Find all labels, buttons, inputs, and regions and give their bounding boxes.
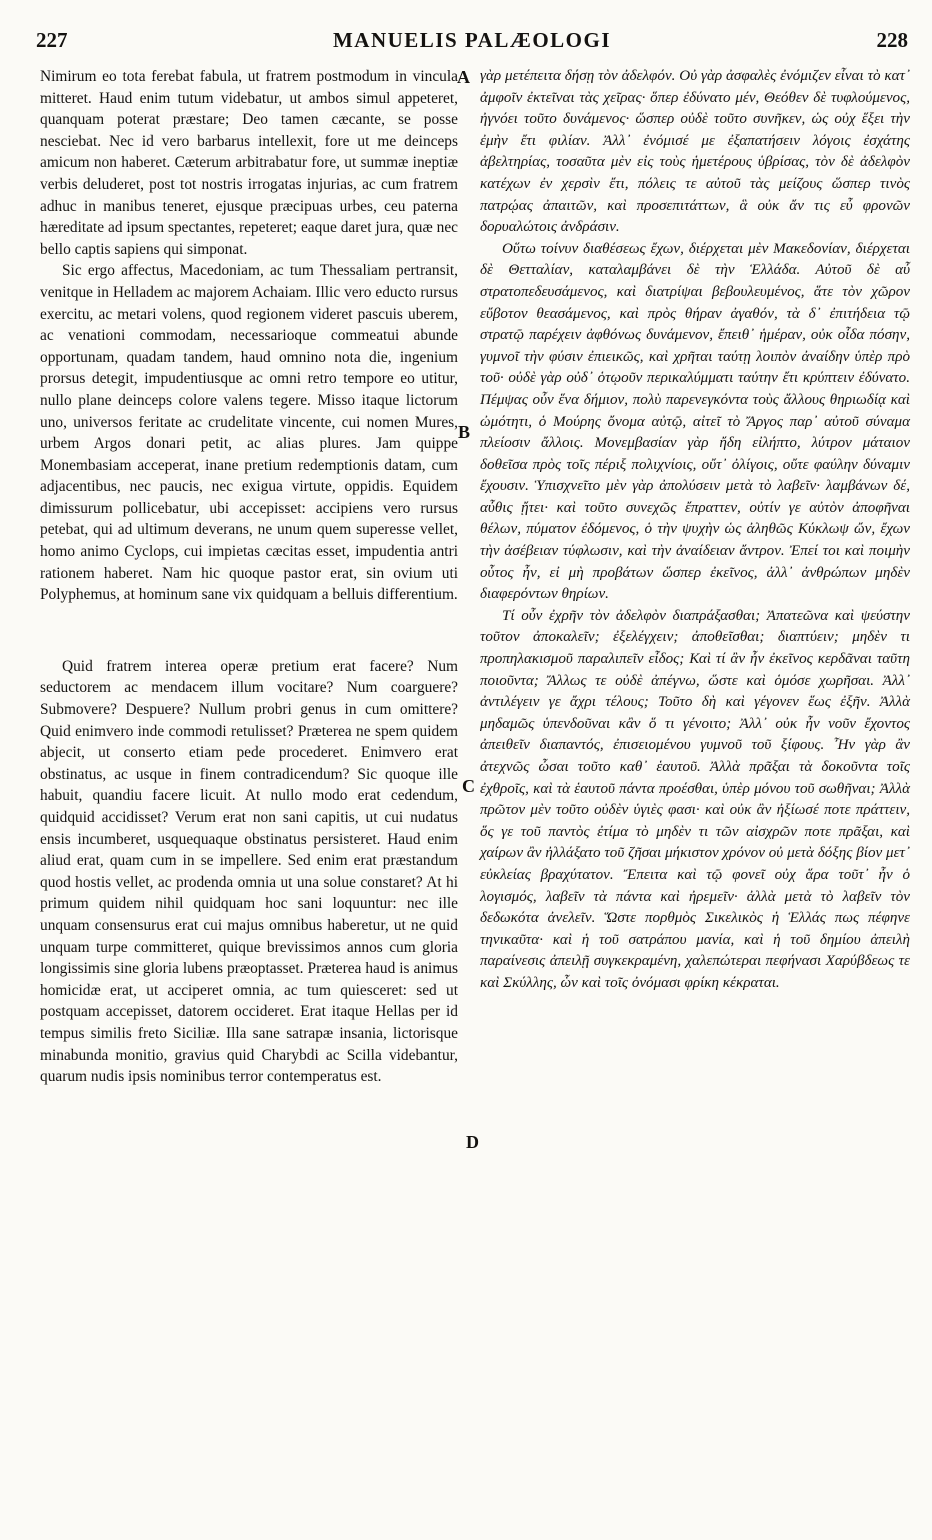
section-marker-b: B [458,422,471,442]
left-page-number: 227 [36,28,68,52]
latin-column [40,66,458,1088]
section-marker-a: A [457,67,470,87]
section-marker-c: C [462,776,475,796]
latin-paragraph-2: Sic ergo affectus, Macedoniam, ac tum Thessaliam pertransit, venitque in Helladem ac majorem Achaiam. Illic vero educto rursus exercitu, ac metari volens, quod regionem videret pascuis uberem, ac venationi commodam, necessarioque commeatui abunde opportunam, quadam tandem, haud omnino nota die, ingenium prorsus detegit, impudentiusque ac omni retro tempore eo utitur, nullo plane deinceps colore valens tegere. Misso itaque lictorum uno, universos feritate ac crudelitate vincente, cui nomen Mures, urbem Argos donari petit, ac alias plures. Jam quippe Monembasiam acceperat, inane pretium redemptionis datam, cum adjacentibus, nec paucis, nec exigua virtute, oppidis. Equidem dimissurum pollicebatur, ubi accepisset: accipiens vero rursus petebat, qui ad ultimum deverans, ne unum quem superesse vellet, homo animo Cyclops, cui impietas cæcitas esset, impudentia antri rationem haberet. Nam hic quoque pastor erat, sin ovium uti Polyphemus, at hominum sane vix quidquam a belluis differentium. [40,262,458,604]
latin-paragraph-3: Quid fratrem interea operæ pretium erat facere? Num seductorem ac mendacem illum vocitare? Num coarguere? Submovere? Despuere? Nullum probri genus in cum omittere? Quid enimvero inde commodi retulisset? Præterea ne spem quidem abjecit, ut conserto etiam pede procederet. Enimvero erat obstinatus, ac usque in finem contradicendum? Sic quoque ille habuit, quandiu facere licuit. At nullo modo erat cedendum, quidquid accidisset? Verum erat non sani capitis, ut cui nudatus ensis incumberet, usquequaque obstinatus persisteret. Haud enim aliud erat, quam cum in se impellere. Sed enim erat præstandum quod hostis vellet, ac prodenda omnia ut una solue constaret? At hi primum quidem nihil quidquam hoc sani loquuntur: nec ille unquam consensurus erat cui majus omnibus haberetur, ut ne quid unquam turpe committeret, quique brevissimos annos cum gloria longissimis sine gloria lubens præoptasset. Præterea haud is animus homicidæ erat, ut acciperet omnia, ac tum quiesceret: sed ut postquam accepisset, datorem occideret. Erat itaque Hellas per id tempus similis freto Siciliæ. Illa sane satrapæ insania, lictorisque minabunda monitio, gravius quid Charybdi ac Scilla videbantur, quarum nudis ipsis nominibus terror contemperatus est. [40,657,458,1086]
greek-paragraph-3: Τί οὖν ἐχρῆν τὸν ἀδελφὸν διαπράξασθαι; Ἀπατεῶνα καὶ ψεύστην τοῦτον ἀποκαλεῖν; ἐξελέγχειν; ἀποθεῖσθαι; διαπτύειν; μηδὲν τι προπηλακισμοῦ παραλιπεῖν εἶδος; Καὶ τί ἂν ἦν ἐκεῖνος κερδᾶναι ταῦτη ποιοῦντα; Ἄλλως τε οὐδὲ ἀπέγνω, ὥστε καὶ ὁμόσε χωρῆσαι. Ἀλλ᾽ ἀντιλέγειν γε ἄχρι τέλους; Τοῦτο δὴ καὶ γέγονεν ἕως ἐξῆν. Ἀλλὰ μηδαμῶς ὑπενδοῦναι κἂν ὅ τι γένοιτο; Ἀλλ᾽ οὐκ ἦν νοῦν ἔχοντος ἀπειθεῖν διαπαντός, ἐπισειομένου γυμνοῦ τοῦ ξίφους. Ἦν γὰρ ἂν ἀτεχνῶς ὦσαι τοῦτο καθ᾽ ἑαυτοῦ. Ἀλλὰ πρᾶξαι τὰ δοκοῦντα τοῖς ἐχθροῖς, καὶ τὰ ἑαυτοῦ πάντα προέσθαι, ὑπὲρ μόνου τοῦ σωθῆναι; Ἀλλὰ πρῶτον μὲν τοῦτο οὐδὲν ὑγιὲς φασι· καὶ οὐκ ἂν ἠξίωσέ ποτε πράττειν, ὅς γε τοῦ παντὸς ἐτίμα τὸ μηδὲν τι τῶν αἰσχρῶν ποτε πρᾶξαι, καὶ χαίρων ἂν ἠλλάξατο τοῦ ζῆσαι μήκιστον χρόνον οὐ μετὰ δόξης βίον μετ᾽ εὐκλείας βραχύτατον. Ἔπειτα καὶ τῷ φονεῖ οὐχ ἅρα τοῦτ᾽ ἦν ὁ λογισμός, λαβεῖν τὰ πάντα καὶ ἠρεμεῖν· ἀλλὰ μετὰ τὸ λαβεῖν τὸν δεδωκότα ἀνελεῖν. Ὥστε πορθμὸς Σικελικὸς ἡ Ἑλλάς πως πέφηνε τηνικαῦτα· καὶ ἡ τοῦ σατράπου μανία, καὶ ἡ τοῦ δημίου ἀπειλὴ παραίνεσις ἀπειλῇ συγκεκραμένη, χαλεπώτεραι πεφήνασι Χαρύβδεως τε καὶ Σκύλλης, ὧν καὶ τοῖς ὀνόμασι φρίκη κέκραται. [480,607,910,991]
section-marker-d: D [466,1132,479,1152]
greek-column [480,66,910,995]
greek-paragraph-2: Οὕτω τοίνυν διαθέσεως ἔχων, διέρχεται μὲν Μακεδονίαν, διέρχεται δὲ Θετταλίαν, καταλαμβάνει δὲ τὴν Ἑλλάδα. Αὐτοῦ δὲ αὖ στρατοπεδευσάμενος, καὶ διατρίψαι βεβουλευμένος, ἅτε τὸν χῶρον εὔβοτον θεασάμενος, καὶ πρὸς θήραν ἀγαθόν, τὰ δ᾽ ἐπιτήδεια τῷ στρατῷ παρέχειν ἀφθόνως δυνάμενον, ἔπειθ᾽ ἡμέραν, οὐκ οἶδα πόσην, γυμνοῖ τὴν φύσιν ἐπιεικῶς, καὶ χρῆται ταύτῃ λοιπὸν ἀναίδην ὑπὲρ πρὸ τοῦ· οὐδὲ γὰρ οὐδ᾽ ὁτῳοῦν περικαλύμματι ταύτην ἔτι κρύπτειν ἐδύνατο. Πέμψας οὖν ἕνα δήμιον, πολὺ παρενεγκόντα τοὺς ἄλλους θηριωδίᾳ καὶ ὠμότητι, ὁ Μούρης ὄνομα αὐτῷ, αἰτεῖ τὸ Ἄργος παρ᾽ αὐτοῦ σύναμα πλείοσιν ἄλλοις. Μονεμβασίαν γὰρ ἤδη εἰλήπτο, λύτρον μάταιον δοθεῖσα πρὸς τοῖς πέριξ πολιχνίοις, οὔτ᾽ ὀλίγοις, οὔτε φαύλην δύναμιν ἔχουσιν. Ὑπισχνεῖτο μὲν γὰρ ἀπολύσειν μετὰ τὸ λαβεῖν· λαμβάνων δέ, αὖθις ᾔτει· καὶ τοῦτο συνεχῶς ἔπραττεν, οὐτίν γε αὐτὸν ἀποφῆναι θέλων, πύματον ἐδόμενος, ὁ τὴν ψυχὴν ὡς ἀληθῶς Κύκλωψ ὤν, ἔχων τὴν ἀσέβειαν τύφλωσιν, καὶ τὴν ἀναίδειαν ἄντρον. Ἐπεί τοι καὶ ποιμὴν οὗτος ἦν, εἰ μὴ προβάτων ὥσπερ ἐκεῖνος, ἀλλ᾽ ἀνθρώπων μηδὲν διαφερόντων θηρίων. [480,240,910,603]
greek-paragraph-1: γὰρ μετέπειτα δήσῃ τὸν ἀδελφόν. Οὐ γὰρ ἀσφαλὲς ἐνόμιζεν εἶναι τὸ κατ᾽ ἀμφοῖν ἐκτεῖναι τὰς χεῖρας· ὅπερ ἐδύνατο μέν, Θεόθεν δὲ τυφλούμενος, ἠγνόει τοῦτο δυνάμενος· ὥσπερ οὐδὲ τοῦτο συνῆκεν, ὡς οὐχ ἕξει τὴν ἐμὴν ἔτι φιλίαν. Ἀλλ᾽ ἐνόμισέ με ἐξαπατήσειν λόγοις ἐσχάτης ἀβελτηρίας, τοσαῦτα μὲν εἰς τοὺς ἡμετέρους ὑβρίσας, τὸν δὲ ἀδελφὸν κατέχων ἐν χερσὶν ἔτι, πόλεις τε αὐτοῦ τὰς μείζους ὥσπερ τινὸς πατρῴας ἀπαιτῶν, καὶ προσεπιτάττων, ἃ οὐκ ἄν τις εὖ φρονῶν δορυαλώτοις ἀνδράσιν. [480,68,910,236]
right-page-number: 228 [876,28,908,52]
page-header [36,28,908,62]
latin-paragraph-1: Nimirum eo tota ferebat fabula, ut fratrem postmodum in vincula mitteret. Haud enim tutum videbatur, ut ambos simul appeteret, quanquam poterat præstare; Deo tamen cæcante, se posse nesciebat. Nec id vero barbarus intellexit, fore ut me deinceps amicum non haberet. Cæterum arbitrabatur fore, ut summæ ineptiæ verbis deluderet, post tot nostris irrogatas injurias, ac cum fratrem adhuc in manibus teneret, ejusque præcipuas urbes, ceu paterna hæreditate ad ipsum spectantes, repeteret; eaque daret jura, quæ nec bello captis sapiens qui simponat. [40,68,458,258]
running-title: MANUELIS PALÆOLOGI [332,28,612,52]
